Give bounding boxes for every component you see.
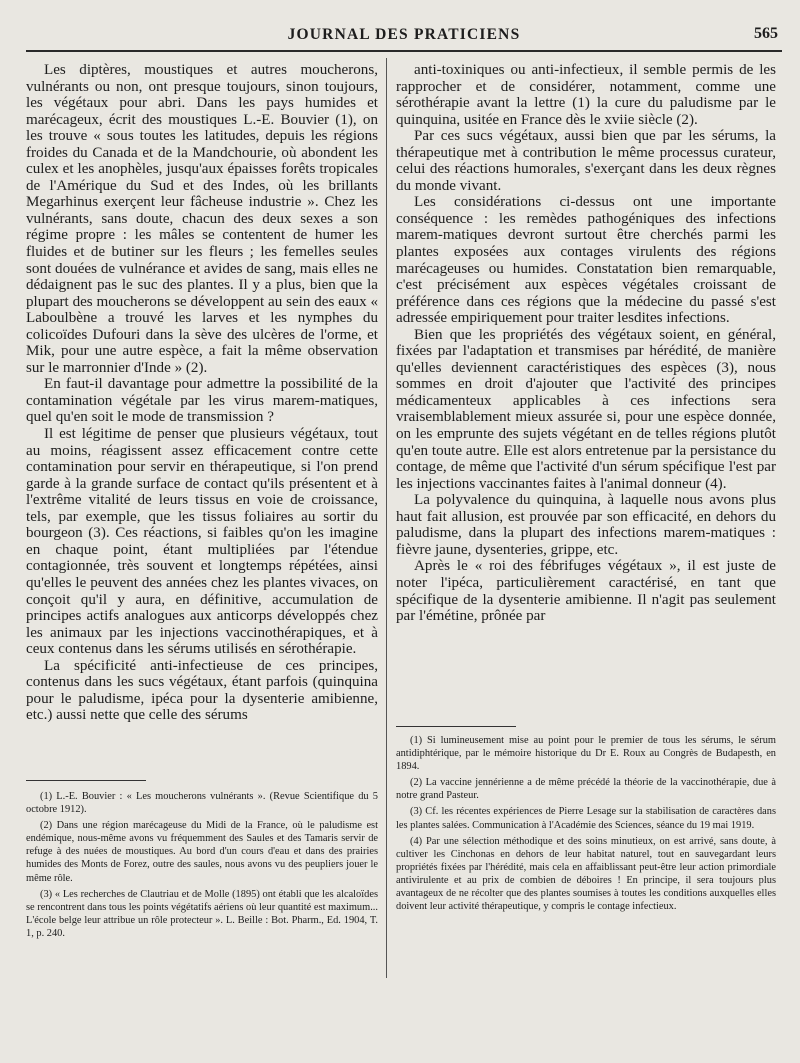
paragraph: Par ces sucs végétaux, aussi bien que par les sérums, la thérapeutique met à contribution le même processus curateur, celui des réactions humorales, s'exerçant dans les deux règnes du monde vivant. <box>396 128 776 194</box>
paragraph: Bien que les propriétés des végétaux soient, en général, fixées par l'adaptation et transmises par hérédité, de manière qu'elles deviennent caractéristiques des espèces (3), nous sommes en droit d'ajouter que l'activité des principes médicamenteux applicables à ces infections sera vraisemblablement mieux assurée si, pour une espèce donnée, on les emprunte des sujets végétant en de telles régions plutôt qu'en toute autre. Elle est alors entretenue par la persistance du contage, de même que l'activité d'un sérum spécifique l'est par les injections vaccinantes faites à l'animal donneur (4). <box>396 326 776 492</box>
footnote: (3) « Les recherches de Clautriau et de Molle (1895) ont établi que les alcaloïdes se rencontrent dans tous les points végétatifs aériens où leur quantité est maximum... L'école belge leur attribue un rôle protecteur ». L. Beille : Bot. Pharm., Ed. 1904, T. 1, p. 240. <box>26 888 378 939</box>
footnote-divider <box>396 726 516 727</box>
footnote-divider <box>26 780 146 781</box>
footnote: (1) L.-E. Bouvier : « Les moucherons vulnérants ». (Revue Scientifique du 5 octobre 1912). <box>26 791 378 816</box>
column-divider <box>386 58 387 978</box>
footnote: (4) Par une sélection méthodique et des soins minutieux, on est arrivé, sans doute, à cultiver les Cinchonas en dehors de leur habitat naturel, tout en sauvegardant leurs propriétés fixées par l'hérédité, mais cela en affaiblissant peut-être leur action primordiale antivirulente et au prix de combien de déboires ! En principe, il sera toujours plus avantageux de ne récolter que des plantes soumises à toutes les conditions auxquelles elles doivent leur activité thérapeutique, y compris le contage infectieux. <box>396 835 776 913</box>
paragraph: Les diptères, moustiques et autres moucherons, vulnérants ou non, ont presque toujours, sinon toujours, les végétaux pour abri. Dans les pays humides et marécageux, écrit des moustiques L.-E. Bouvier (1), on les trouve « sous toutes les latitudes, depuis les régions froides du Canada et de la Mandchourie, où abondent les culex et les anophèles, jusqu'aux épaisses forêts tropicales de l'Amérique du Sud et des Indes, où les brillants Megarhinus exerçent leur fâcheuse industrie ». Chez les vulnérants, sans doute, chacun des deux sexes a son régime propre : les mâles se contentent de humer les fluides et de butiner sur les fleurs ; les femelles seules sont douées de vulnérance et avides de sang, mais elles ne dédaignent pas le suc des plantes. Il y a plus, bien que la plupart des moucherons se développent au sein des eaux « Laboulbène a trouvé les larves et les nymphes du colicoïdes Dufouri dans la sève des ulcères de l'orme, et Mik, pour une autre espèce, a fait la même observation sur le marronnier d'Inde » (2). <box>26 62 378 376</box>
right-footnotes <box>396 734 776 916</box>
paragraph: Les considérations ci-dessus ont une importante conséquence : les remèdes pathogéniques des infections marem-matiques devront surtout être cherchés parmi les plantes exposées aux contages virulents des régions marécageuses ou humides. Constatation bien remarquable, c'est précisément aux espèces végétales croissant de préférence dans ces régions que la médecine du passé s'est adressée empiriquement pour traiter lesdites infections. <box>396 194 776 327</box>
paragraph: Il est légitime de penser que plusieurs végétaux, tout au moins, réagissent assez efficacement contre cette contamination pour servir en thérapeutique, si l'on prend garde à la grande surface de contact qu'ils présentent et à l'extrême vitalité de leurs tissus en voie de croissance, tels, par exemple, que les tissus foliaires au sortir du bourgeon (3). Ces réactions, si faibles qu'on les imagine en chaque point, étant multipliées par l'étendue contagionnée, très souvent et longtemps répétées, ainsi qu'elles le peuvent des années chez les plantes vivaces, on conçoit qu'il y aura, en définitive, accumulation de principes actifs analogues aux anticorps développés chez les animaux par les injections vaccinothérapiques, et à ceux contenus dans les sérums utilisés en sérothérapie. <box>26 426 378 658</box>
paragraph: La polyvalence du quinquina, à laquelle nous avons plus haut fait allusion, est prouvée par son efficacité, en dehors du paludisme, dans la plupart des infections marem-matiques : fièvre jaune, dysenteries, grippe, etc. <box>396 492 776 558</box>
left-footnotes <box>26 790 378 943</box>
paragraph: anti-toxiniques ou anti-infectieux, il semble permis de les rapprocher et de considérer, notamment, comme une sérothérapie avant la lettre (1) la cure du paludisme par le quinquina, usitée en France dès le xviie siècle (2). <box>396 62 776 128</box>
footnote: (2) Dans une région marécageuse du Midi de la France, où le paludisme est endémique, nous-même avons vu fréquemment des Saules et des Tamaris servir de refuge à des nuées de moustiques. Au bord d'un cours d'eau et dans des prairies humides des Monts de Forez, outre des saules, nous avons vu des peupliers jouer le même rôle. <box>26 820 378 884</box>
page-number: 565 <box>754 25 778 42</box>
right-column <box>396 62 776 625</box>
footnote: (1) Si lumineusement mise au point pour le premier de tous les sérums, le sérum antidiphtérique, par le mémoire historique du Dr E. Roux au Congrès de Budapesth, en 1894. <box>396 735 776 773</box>
paragraph: En faut-il davantage pour admettre la possibilité de la contamination végétale par les virus marem-matiques, quel qu'en soit le mode de transmission ? <box>26 376 378 426</box>
paragraph: La spécificité anti-infectieuse de ces principes, contenus dans les sucs végétaux, étant parfois (quinquina pour le paludisme, ipéca pour la dysenterie amibienne, etc.) aussi nette que celle des sérums <box>26 657 378 724</box>
journal-title: JOURNAL DES PRATICIENS <box>287 26 521 43</box>
footnote: (2) La vaccine jennérienne a de même précédé la théorie de la vaccinothérapie, due à notre grand Pasteur. <box>396 777 776 802</box>
left-column <box>26 62 378 724</box>
page-header <box>26 24 782 52</box>
paragraph: Après le « roi des fébrifuges végétaux », il est juste de noter l'ipéca, particulièrement caractérisé, en tant que spécifique de la dysenterie amibienne. Il n'agit pas seulement par l'émétine, prônée par <box>396 558 776 625</box>
footnote: (3) Cf. les récentes expériences de Pierre Lesage sur la stabilisation de caractères dans les plantes salées. Communication à l'Académie des Sciences, séance du 19 mai 1919. <box>396 806 776 831</box>
